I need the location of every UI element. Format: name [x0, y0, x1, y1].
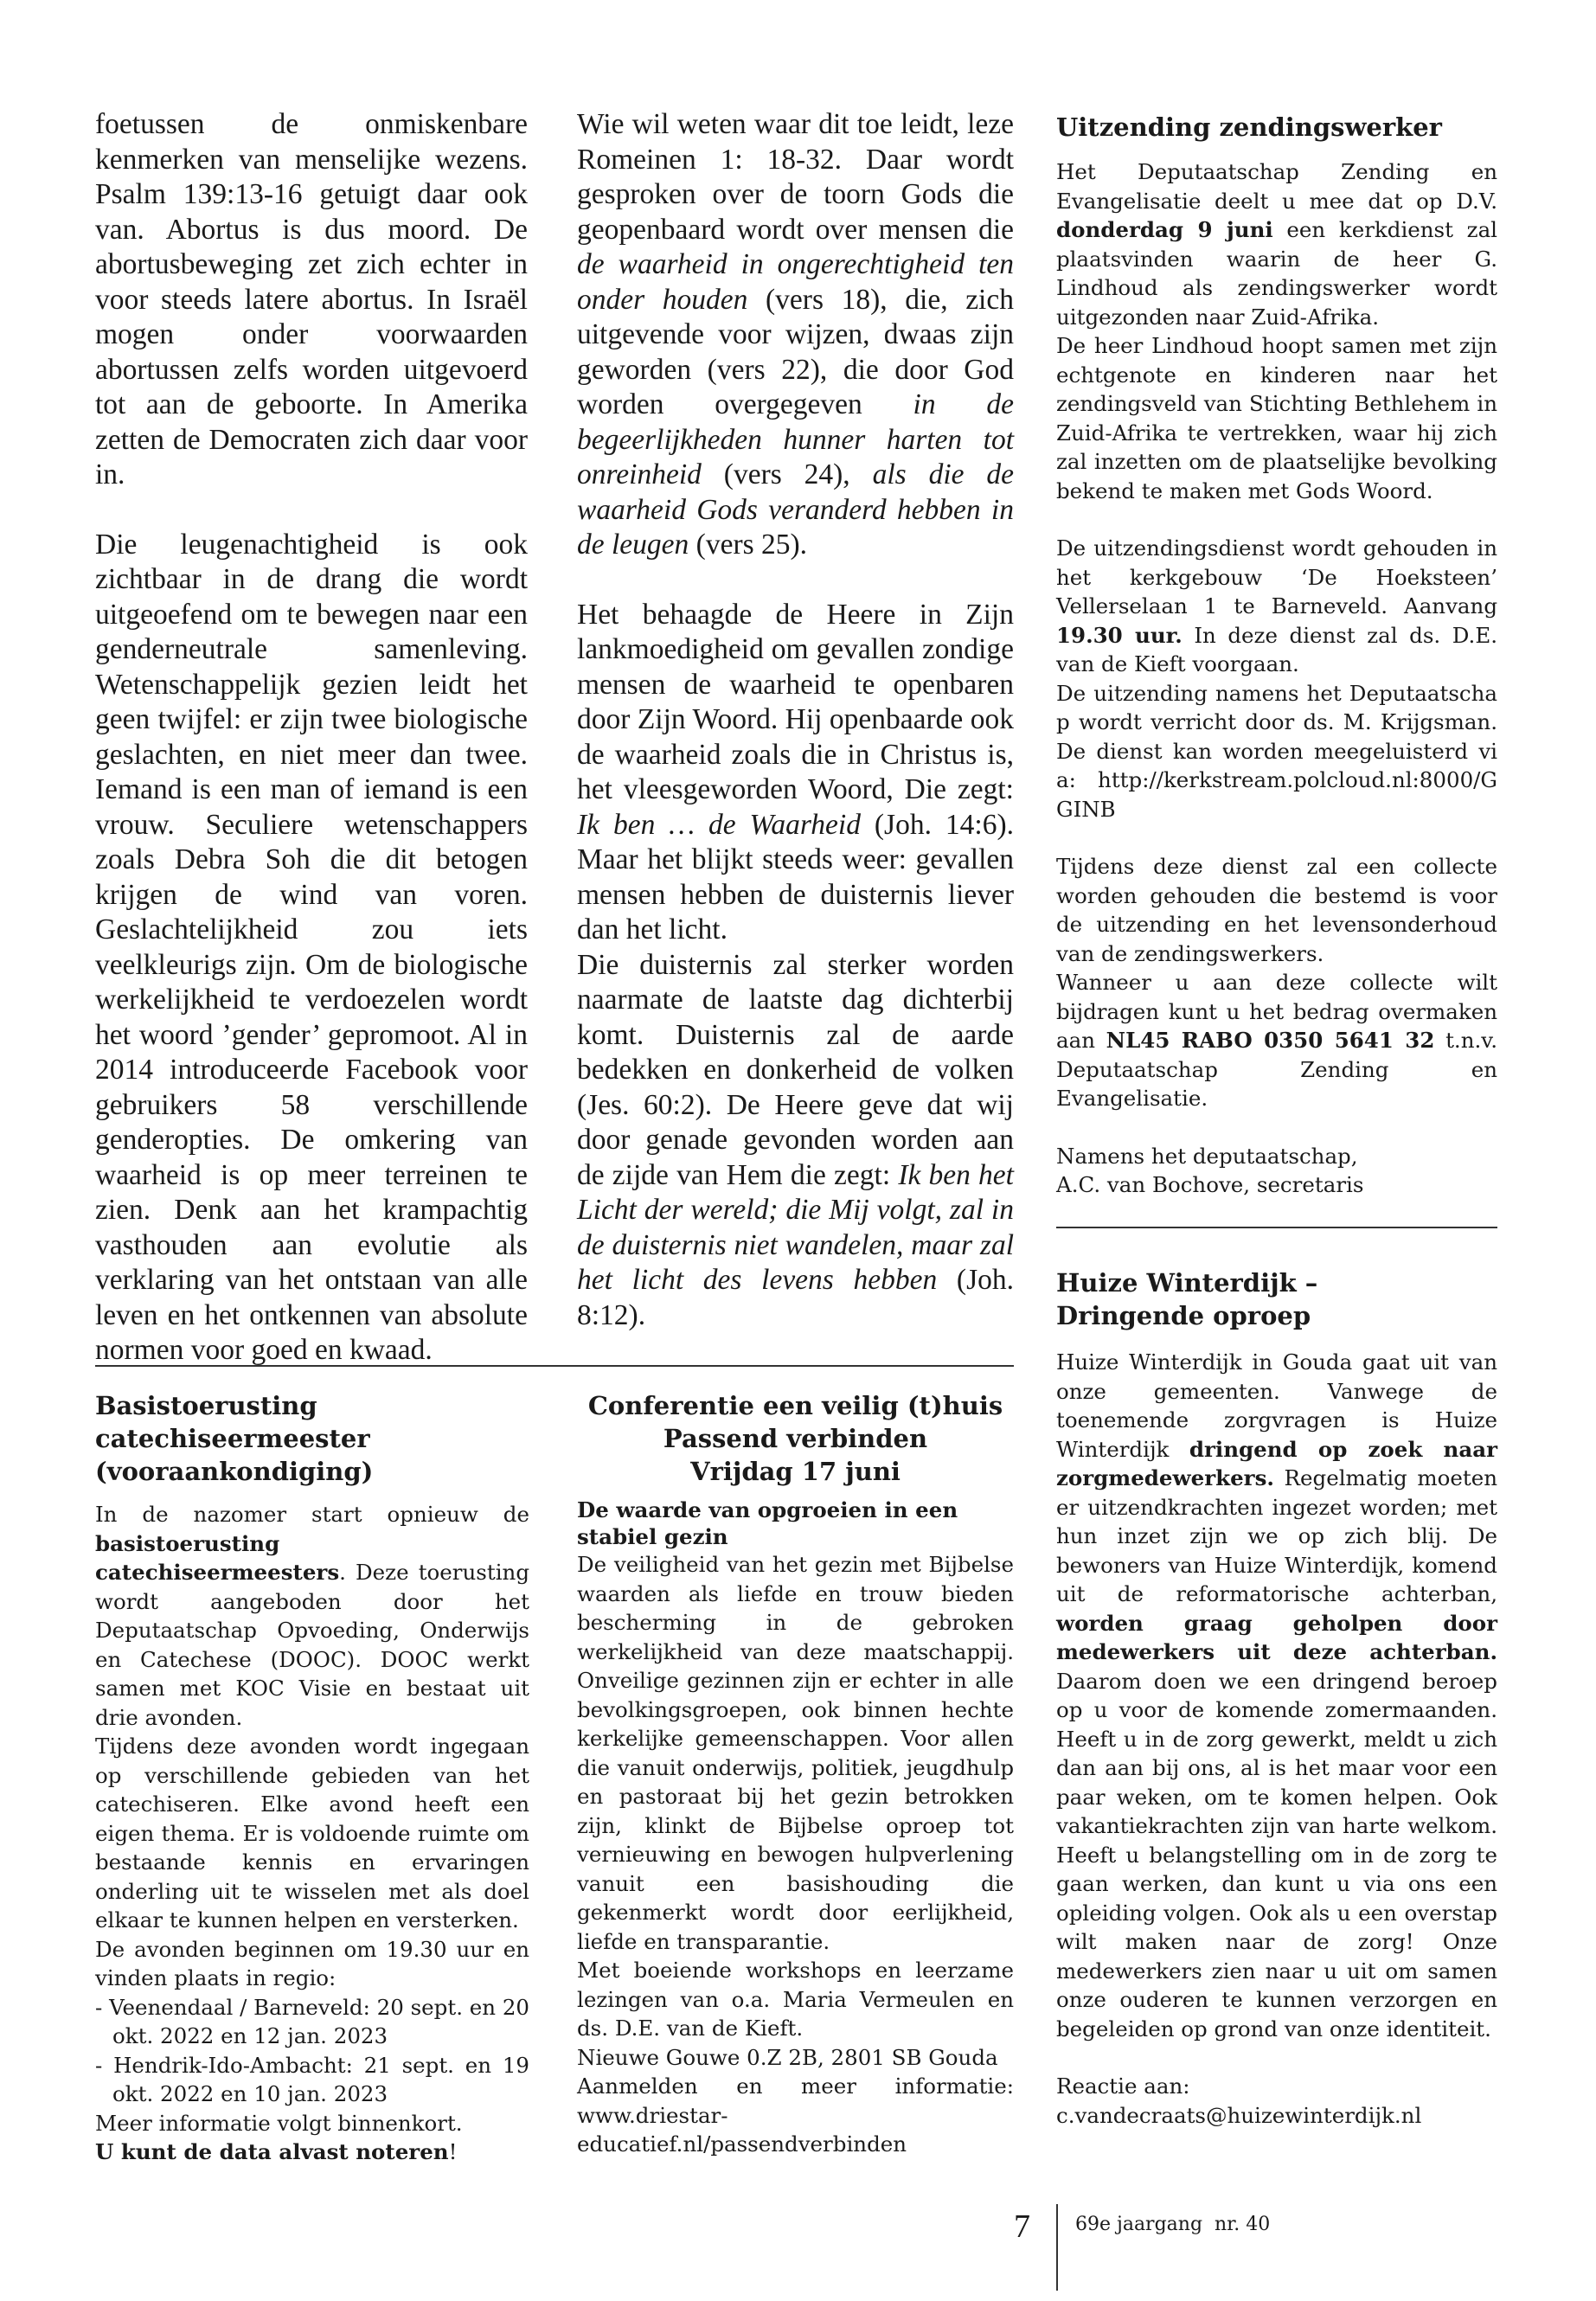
footer-divider: [1056, 2204, 1058, 2291]
signature-name: A.C. van Bochove, secretaris: [1056, 1172, 1364, 1197]
section-paragraph: Het Deputaatschap Zending en Evangelisatie deelt u mee dat op D.V. donderdag 9 juni een kerkdienst zal plaatsvinden waarin de heer G. Lindhoud als zendingswerker wordt uitgezonden naar Zuid-Afrika.: [1056, 159, 1498, 330]
section-paragraph: De uitzending namens het Deputaatschap wordt verricht door ds. M. Krijgsman. De dienst kan worden meegeluisterd via: http://kerkstream.polcloud.nl:8000/GGINB: [1056, 680, 1497, 822]
section-title: Basistoerusting catechiseermeester (vooraankondiging): [95, 1391, 374, 1486]
section-paragraph: Wanneer u aan deze collecte wilt bijdragen kunt u het bedrag overmaken aan NL45 RABO 0350 5641 32 t.n.v. Deputaatschap Zending en Evangelisatie.: [1056, 970, 1498, 1111]
article-paragraph: foetussen de onmiskenbare kenmerken van menselijke wezens. Psalm 139:13-16 getuigt daar ook van. Abortus is dus moord. De abortusbeweging zet zich echter in voor steeds latere abortus. In Israël mogen onder voorwaarden abortussen zelfs worden uitgevoerd tot aan de geboorte. In Amerika zetten de Democraten zich daar voor in.: [95, 108, 528, 490]
winterdijk-section: [1056, 1266, 1497, 2130]
section-paragraph: Tijdens deze avonden wordt ingegaan op verschillende gebieden van het catechiseren. Elke avond heeft een eigen thema. Er is voldoende ruimte om bestaande kennis en ervaringen onderling uit te wisselen met als doel elkaar te kunnen helpen en versterken.: [95, 1734, 529, 1932]
section-title: Uitzending zendingswerker: [1056, 112, 1442, 142]
article-paragraph: Wie wil weten waar dit toe leidt, leze Romeinen 1: 18-32. Daar wordt gesproken over de toorn Gods die geopenbaard wordt over mensen die de waarheid in ongerechtigheid ten onder houden (vers 18), die, zich uitgevende voor wijzen, dwaas zijn geworden (vers 22), die door God worden overgegeven in de begeerlijkheden hunner harten tot onreinheid (vers 24), als die de waarheid Gods veranderd hebben in de leugen (vers 25).: [577, 108, 1014, 561]
article-divider: [95, 1365, 1014, 1367]
list-item: - Veenendaal / Barneveld: 20 sept. en 20 okt. 2022 en 12 jan. 2023: [95, 1994, 530, 2048]
section-divider: [1056, 1227, 1497, 1228]
article-paragraph: Die duisternis zal sterker worden naarmate de laatste dag dichterbij komt. Duisternis zal de aarde bedekken en donkerheid de volken (Jes. 60:2). De Heere geve dat wij door genade gevonden worden aan de zijde van Hem die zegt: Ik ben het Licht der wereld; die Mij volgt, zal in de duisternis niet wandelen, maar zal het licht des levens hebben (Joh. 8:12).: [577, 948, 1014, 1331]
section-subtitle: De waarde van opgroeien in een stabiel gezin: [577, 1497, 958, 1549]
uitzending-section: [1056, 111, 1497, 1200]
section-paragraph: Nieuwe Gouwe 0.Z 2B, 2801 SB Gouda: [577, 2044, 998, 2070]
article-paragraph: Het behaagde de Heere in Zijn lankmoedigheid om gevallen zondige mensen de waarheid te openbaren door Zijn Woord. Hij openbaarde ook de waarheid zoals die in Christus is, het vleesgeworden Woord, Die zegt: Ik ben … de Waarheid (Joh. 14:6). Maar het blijkt steeds weer: gevallen mensen hebben de duisternis liever dan het licht.: [577, 598, 1014, 945]
basistoerusting-section: [95, 1389, 529, 2167]
section-title: Conferentie een veilig (t)huis: [587, 1391, 1003, 1420]
section-title: Dringende oproep: [1056, 1301, 1311, 1330]
conferentie-section: [577, 1389, 1014, 2159]
article-column-2: [577, 107, 1014, 1333]
section-title: Huize Winterdijk –: [1056, 1268, 1318, 1298]
section-paragraph: Huize Winterdijk in Gouda gaat uit van onze gemeenten. Vanwege de toenemende zorgvragen is Huize Winterdijk dringend op zoek naar zorgmedewerkers. Regelmatig moeten er uitzendkrachten ingezet worden; met hun inzet zijn we op zich blij. De bewoners van Huize Winterdijk, komend uit de reformatorische achterban, worden graag geholpen door medewerkers uit deze achterban. Daarom doen we een dringend beroep op u voor de komende zomermaanden. Heeft u in de zorg gewerkt, meldt u zich dan aan bij ons, al is het maar voor een paar weken, om te komen helpen. Ook vakantiekrachten zijn van harte welkom. Heeft u belangstelling om in de zorg te gaan werken, dan kunt u via ons een opleiding volgen. Ook als u een overstap wilt maken naar de zorg! Onze medewerkers zien naar u uit om samen onze ouderen te kunnen verzorgen en begeleiden op grond van onze identiteit.: [1056, 1349, 1498, 2041]
section-paragraph: U kunt de data alvast noteren!: [95, 2139, 458, 2164]
article-paragraph: Die leugenachtigheid is ook zichtbaar in de drang die wordt uitgeoefend om te bewegen naar een genderneutrale samenleving. Wetenschappelijk gezien leidt het geen twijfel: er zijn twee biologische geslachten, en niet meer dan twee. Iemand is een man of iemand is een vrouw. Seculiere wetenschappers zoals Debra Soh die dit betogen krijgen de wind van voren. Geslachtelijkheid zou iets veelkleurigs zijn. Om de biologische werkelijkheid te verdoezelen wordt het woord ’gender’ gepromoot. Al in 2014 introduceerde Facebook voor gebruikers 58 verschillende genderopties. De omkering van waarheid is op meer terreinen te zien. Denk aan het krampachtig vasthouden aan evolutie als verklaring van het ontstaan van alle leven en het ontkennen van absolute normen voor goed en kwaad.: [95, 528, 528, 1366]
list-item: - Hendrik-Ido-Ambacht: 21 sept. en 19 okt. 2022 en 10 jan. 2023: [95, 2052, 529, 2106]
section-title: Vrijdag 17 juni: [690, 1457, 901, 1486]
registration-link[interactable]: Aanmelden en meer informatie: www.driestar-educatief.nl/passendverbinden: [577, 2073, 1014, 2157]
section-paragraph: De heer Lindhoud hoopt samen met zijn echtgenote en kinderen naar het zendingsveld van Stichting Bethlehem in Zuid-Afrika te vertrekken, waar hij zich zal inzetten om de plaatselijke bevolking bekend te maken met Gods Woord.: [1056, 333, 1497, 503]
page-number: 7: [1014, 2208, 1030, 2245]
section-title: Passend verbinden: [663, 1424, 928, 1453]
section-paragraph: Tijdens deze dienst zal een collecte worden gehouden die bestemd is voor de uitzending en het levensonderhoud van de zendingswerkers.: [1056, 854, 1497, 966]
contact-label: Reactie aan:: [1056, 2073, 1190, 2099]
signature-line: Namens het deputaatschap,: [1056, 1143, 1358, 1169]
contact-email[interactable]: c.vandecraats@huizewinterdijk.nl: [1056, 2102, 1422, 2128]
section-paragraph: Meer informatie volgt binnenkort.: [95, 2110, 463, 2136]
article-column-1: [95, 107, 528, 1368]
section-paragraph: De uitzendingsdienst wordt gehouden in het kerkgebouw ‘De Hoeksteen’ Vellerselaan 1 te Barneveld. Aanvang 19.30 uur. In deze dienst zal ds. D.E. van de Kieft voorgaan.: [1056, 535, 1497, 676]
section-paragraph: Met boeiende workshops en leerzame lezingen van o.a. Maria Vermeulen en ds. D.E. van de Kieft.: [577, 1958, 1014, 2041]
section-paragraph: In de nazomer start opnieuw de basistoerusting catechiseermeesters. Deze toerusting wordt aangeboden door het Deputaatschap Opvoeding, Onderwijs en Catechese (DOOC). DOOC werkt samen met KOC Visie en bestaat uit drie avonden.: [95, 1502, 529, 1730]
section-paragraph: De avonden beginnen om 19.30 uur en vinden plaats in regio:: [95, 1936, 529, 1990]
section-paragraph: De veiligheid van het gezin met Bijbelse waarden als liefde en trouw bieden bescherming in de gebroken werkelijkheid van deze maatschappij. Onveilige gezinnen zijn er echter in alle bevolkingsgroepen, ook binnen hechte kerkelijke gemeenschappen. Voor allen die vanuit onderwijs, politiek, jeugdhulp en pastoraat bij het gezin betrokken zijn, klinkt de Bijbelse oproep tot vernieuwing en bewogen hulpverlening vanuit een basishouding die gekenmerkt wordt door eerlijkheid, liefde en transparantie.: [577, 1552, 1014, 1954]
volume-label: 69e jaargang nr. 40: [1075, 2214, 1271, 2235]
